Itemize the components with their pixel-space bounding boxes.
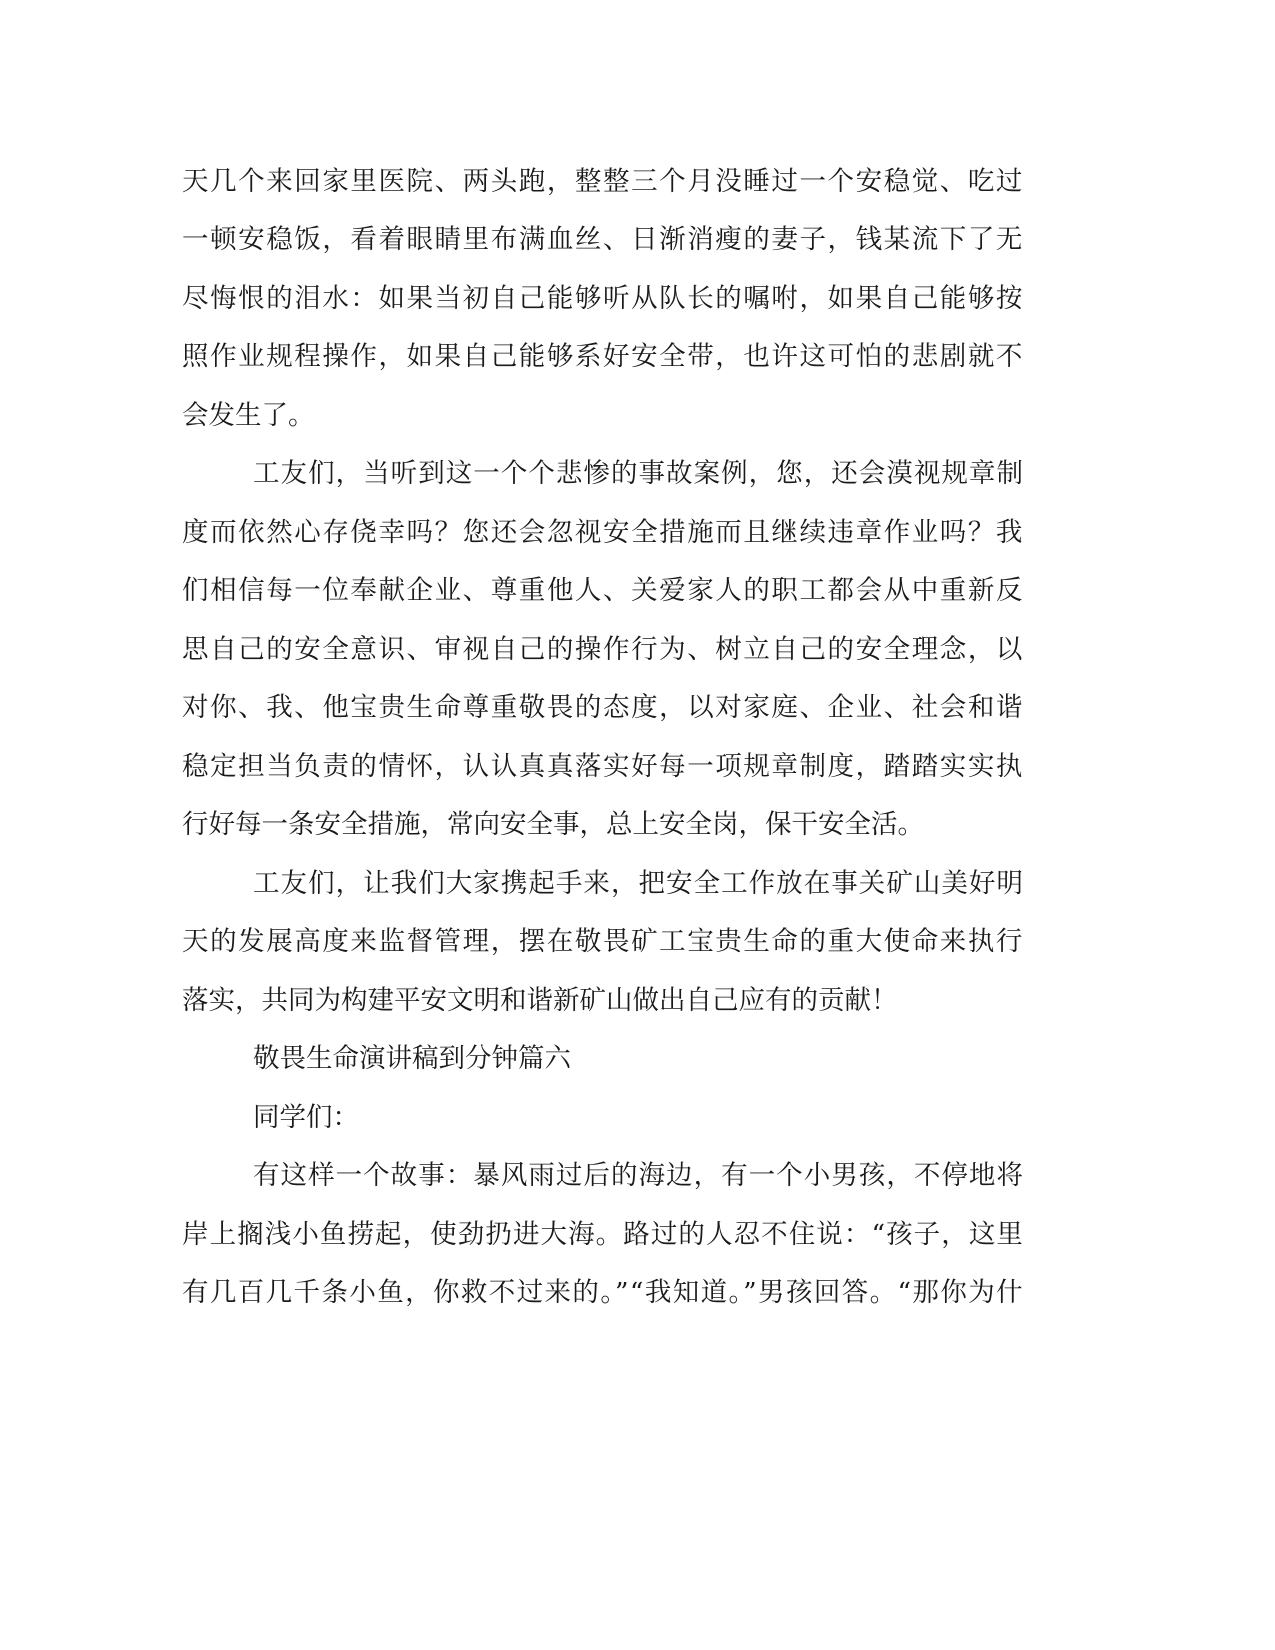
section-heading: 敬畏生命演讲稿到分钟篇六	[253, 1043, 571, 1074]
text-line: 岸上搁浅小鱼捞起，使劲扔进大海。路过的人忍不住说：“孩子，这里	[182, 1219, 1024, 1250]
text-line: 度而依然心存侥幸吗？您还会忽视安全措施而且继续违章作业吗？我	[182, 517, 1024, 548]
text-line: 们相信每一位奉献企业、尊重他人、关爱家人的职工都会从中重新反	[182, 575, 1024, 606]
text-line: 尽悔恨的泪水：如果当初自己能够听从队长的嘱咐，如果自己能够按	[182, 283, 1024, 314]
text-line: 思自己的安全意识、审视自己的操作行为、树立自己的安全理念，以	[182, 634, 1024, 665]
text-line: 有几百几千条小鱼，你救不过来的。”“我知道。”男孩回答。“那你为什	[182, 1277, 1024, 1308]
text-line: 有这样一个故事：暴风雨过后的海边，有一个小男孩，不停地将	[253, 1160, 1024, 1191]
text-line: 天几个来回家里医院、两头跑，整整三个月没睡过一个安稳觉、吃过	[182, 166, 1024, 197]
salutation: 同学们：	[253, 1102, 359, 1133]
text-line: 一顿安稳饭，看着眼睛里布满血丝、日渐消瘦的妻子，钱某流下了无	[182, 224, 1024, 255]
text-line: 稳定担当负责的情怀，认认真真落实好每一项规章制度，踏踏实实执	[182, 751, 1024, 782]
text-line: 行好每一条安全措施，常向安全事，总上安全岗，保干安全活。	[182, 809, 924, 840]
text-line: 落实，共同为构建平安文明和谐新矿山做出自己应有的贡献！	[182, 985, 898, 1016]
text-line: 照作业规程操作，如果自己能够系好安全带，也许这可怕的悲剧就不	[182, 341, 1024, 372]
text-line: 天的发展高度来监督管理，摆在敬畏矿工宝贵生命的重大使命来执行	[182, 926, 1024, 957]
text-line: 工友们，当听到这一个个悲惨的事故案例，您，还会漠视规章制	[253, 458, 1024, 489]
text-line: 对你、我、他宝贵生命尊重敬畏的态度，以对家庭、企业、社会和谐	[182, 692, 1024, 723]
text-line: 会发生了。	[182, 400, 315, 431]
text-line: 工友们，让我们大家携起手来，把安全工作放在事关矿山美好明	[253, 868, 1024, 899]
